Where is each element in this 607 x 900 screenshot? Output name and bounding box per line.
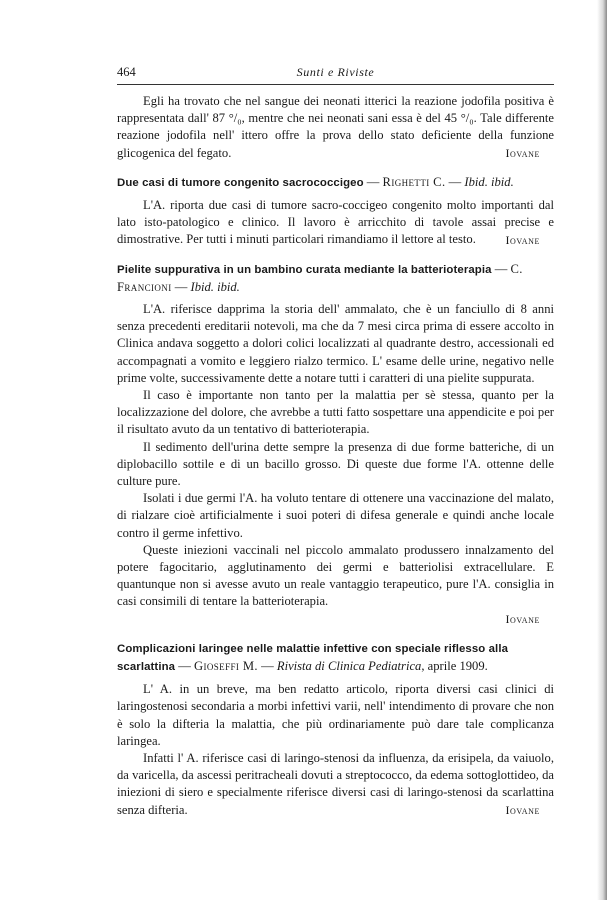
article-heading: Due casi di tumore congenito sacrococcigeo — Righetti C. — Ibid. ibid. [117,174,514,189]
review-francioni [117,261,554,627]
review-paragraph: Isolati i due germi l'A. ha voluto tentare di ottenere una vaccinazione del malato, di rialzare cioè artificialmente i suoi poteri di difesa generale e quindi anche locale contro il germe infettivo. [117,491,554,540]
page-number: 464 [117,65,136,79]
review-gioseffi [117,640,554,818]
article-title: Complicazioni laringee nelle malattie infettive con speciale riflesso alla scarlattina [117,642,509,673]
review-paragraph: L' A. in un breve, ma ben redatto articolo, riporta diversi casi clinici di laringostenosi secondaria a morbi infettivi varii, nell' intendimento di provare che non è solo la difteria la malattia, che più ordinariamente può dare tale complicanza laringea. [117,682,554,748]
review-paragraph: L'A. riferisce dapprima la storia dell' ammalato, che è un fanciullo di 8 anni senza precedenti ereditarii notevoli, ma che da 7 mesi circa prima di essere accolto in Clinica andava soggetto a dolori colici localizzati al quadrante destro, accessionali ed accompagnati a vomito e leggiero rialzo termico. L' esame delle urine, negativo nelle prime volte, successivamente dette a notare tutti i caratteri di una pielite suppurata. [117,302,554,385]
review-paragraph: Il sedimento dell'urina dette sempre la presenza di due forme batteriche, di un diplobacillo sottile e di un bacillo grosso. Di queste due forme l'A. ottenne delle culture pure. [117,439,554,489]
article-source: Ibid. ibid. [190,279,240,294]
intro-signature: Iovane [505,145,540,160]
intro-paragraph: Egli ha trovato che nel sangue dei neonati itterici la reazione jodofila positiva è rappresentata dall' 87 °/₀, mentre che nei neonati sani essa è del 45 °/₀. Tale differente reazione jodofila nell' ittero offre la prova dello stato deficiente della funzione glicogenica del fegato. [117,94,554,160]
running-title: Sunti e Riviste [296,65,375,79]
review-paragraph: L'A. riporta due casi di tumore sacro-coccigeo congenito molto importanti dal lato isto-patologico e clinico. Il lavoro è arricchito di tavole assai precise e dimostrative. Per tutti i minuti particolari rimandiamo il lettore al testo. [117,198,554,247]
article-heading: Complicazioni laringee nelle malattie infettive con speciale riflesso alla scarlattina — Gioseffi M. — Rivista di Clinica Pediatrica, aprile 1909. [117,642,509,673]
review-signature: Iovane [505,802,540,817]
review-signature: Iovane [505,611,540,626]
article-author: C. Francioni [117,261,523,294]
article-heading: Pielite suppurativa in un bambino curata mediante la batterioterapia — C. Francioni — Ibid. ibid. [117,261,523,294]
review-paragraph: Il caso è importante non tanto per la malattia per sè stessa, quanto per la localizzazione del dolore, che avrebbe a tutti fatto sospettare una appendicite e poi per il risultato avuto da un tentativo di batterioterapia. [117,388,554,437]
review-righetti [117,174,554,248]
article-author: Gioseffi M. [193,658,258,673]
article-date: , aprile 1909. [421,658,488,673]
article-source: Ibid. ibid. [464,174,514,189]
article-title: Pielite suppurativa in un bambino curata mediante la batterioterapia [117,263,492,276]
review-paragraph: Queste iniezioni vaccinali nel piccolo ammalato produssero innalzamento del potere fagocitario, agglutinamento dei germi e batteriolisi extracellulare. E quantunque non si avesse avuto un reale vantaggio terapeutico, pure l'A. consiglia in casi consimili di tentare la batterioterapia. [117,542,554,609]
article-author: Righetti C. [382,174,446,189]
article-source: Rivista di Clinica Pediatrica [276,658,422,673]
review-paragraph: Infatti l' A. riferisce casi di laringo-stenosi da influenza, da erisipela, da vaiuolo, da varicella, da ascessi peritracheali dovuti a streptococco, da edema sottoglottideo, da iniezioni di siero e specialmente riferisce diversi casi di laringo-stenosi da scarlattina senza difteria. [117,750,554,817]
intro-continuation [117,93,554,161]
page-body [117,93,554,831]
page-edge-shadow [597,0,607,900]
article-title: Due casi di tumore congenito sacrococcigeo [117,176,364,189]
review-signature: Iovane [505,232,540,247]
header-rule [117,84,554,85]
page-header [117,61,554,81]
